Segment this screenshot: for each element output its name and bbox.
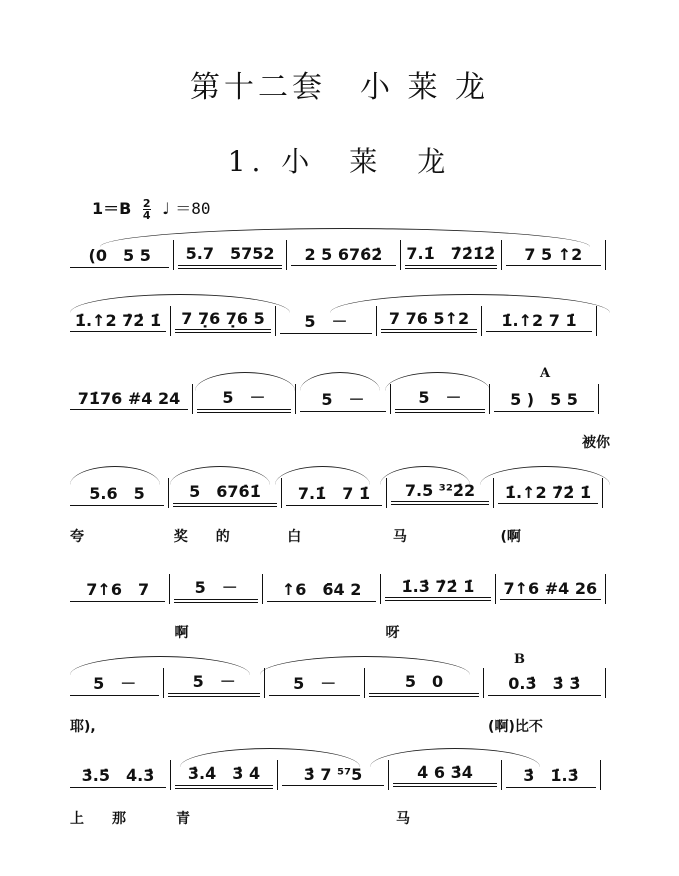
measure: 5 － <box>300 387 386 412</box>
lyric-text <box>510 808 610 828</box>
measure-line <box>70 240 610 270</box>
measure: 5 0 <box>369 669 478 697</box>
barline <box>598 384 599 414</box>
barline <box>264 668 265 698</box>
lyric-text <box>198 432 302 452</box>
barline <box>495 574 496 604</box>
barline <box>501 760 502 790</box>
measure-line <box>70 574 610 604</box>
barline <box>386 478 387 508</box>
measure: 7 7̣6 7̣6 5 <box>175 309 271 333</box>
time-numerator: 2 <box>142 197 151 210</box>
tempo-value: ＝80 <box>175 199 211 218</box>
barline <box>376 306 377 336</box>
measure-line <box>70 384 610 414</box>
lyrics-line <box>70 526 610 546</box>
barline <box>390 384 391 414</box>
measure: 1̇.↑2 7̇2̇ 1̇ <box>70 311 166 332</box>
staff-row <box>70 232 610 302</box>
barline <box>275 306 276 336</box>
lyric-text: 上 那 <box>70 811 126 827</box>
barline <box>277 760 278 790</box>
measure: 5 676̇1̇ <box>173 479 277 507</box>
barline <box>163 668 164 698</box>
barline <box>600 760 601 790</box>
measure: ↑6 6̄4 2 <box>267 577 376 602</box>
measure: 0.3̇ 3̇ 3̇ <box>488 671 601 696</box>
measure: 5.7 5752 <box>178 241 281 269</box>
barline <box>605 240 606 270</box>
lyric-text: 夸 <box>70 529 84 545</box>
barline <box>489 384 490 414</box>
measure: 2 5 676̇2̇ <box>291 245 396 266</box>
staff-row <box>70 298 610 368</box>
measure-line <box>70 760 610 790</box>
lyric-text: 马 <box>395 811 410 827</box>
barline <box>483 668 484 698</box>
lyric-text: (啊)比不 <box>488 719 543 735</box>
measure-line <box>70 306 610 336</box>
measure: 4̇ 6 3̇4̇ <box>393 763 497 787</box>
lyrics-line <box>70 808 610 828</box>
measure: 1̇.↑2 7̇2̇ 1̇ <box>498 483 598 504</box>
lyrics-line <box>70 622 610 642</box>
lyric-text: 呀 <box>385 625 400 641</box>
measure: (0 5 5 <box>70 243 169 268</box>
barline <box>400 240 401 270</box>
barline <box>596 306 597 336</box>
lyric-text: 青 <box>176 811 191 827</box>
barline <box>281 478 282 508</box>
lyric-text <box>500 622 610 642</box>
lyric-text <box>269 716 370 736</box>
lyric-text: 被你 <box>582 435 610 451</box>
lyrics-line <box>70 432 610 452</box>
lyric-text: 耶), <box>70 719 96 735</box>
measure: 7 76 5↑2 <box>381 309 477 333</box>
measure: 7↑6 #4 26 <box>500 579 601 600</box>
lyric-text: 奖 的 <box>173 529 230 545</box>
barline <box>501 240 502 270</box>
barline <box>262 574 263 604</box>
staff-row <box>70 752 610 827</box>
barline <box>169 574 170 604</box>
lyric-text: (啊 <box>500 529 521 545</box>
staff-row <box>70 660 610 735</box>
barline <box>605 574 606 604</box>
barline <box>286 240 287 270</box>
measure: 5 － <box>168 669 259 697</box>
measure: 7.1̇ 7̇2̇1̇2̇ <box>405 241 496 269</box>
measure: 3̇ 1̇.3̇ <box>506 763 596 788</box>
barline <box>173 240 174 270</box>
measure: 1̇.↑2 7 1̇ <box>486 311 592 332</box>
measure: 5 － <box>269 671 360 696</box>
lyric-text <box>70 622 175 642</box>
measure: 7↑6 7 <box>70 577 165 602</box>
lyric-text <box>284 808 396 828</box>
section-mark-a: A <box>540 366 551 381</box>
lyric-text <box>70 432 198 452</box>
barline <box>364 668 365 698</box>
measure-line <box>70 668 610 698</box>
barline <box>605 668 606 698</box>
key-label: 1＝B <box>92 199 132 218</box>
measure: 7.1̇ 7 1̇ <box>286 481 382 506</box>
song-title: 1. 小 莱 龙 <box>227 145 452 178</box>
barline <box>168 478 169 508</box>
barline <box>380 574 381 604</box>
barline <box>170 306 171 336</box>
staff-row <box>70 470 610 545</box>
measure-line <box>70 478 610 508</box>
lyric-text <box>303 432 400 452</box>
measure: 3̇.4̇ 3̇ 4̇ <box>175 761 273 789</box>
staff-row <box>70 376 610 451</box>
section-mark-b: B <box>514 652 525 667</box>
lyric-text <box>169 716 270 736</box>
lyric-text <box>370 716 488 736</box>
barline <box>192 384 193 414</box>
lyric-text: 啊 <box>174 625 189 641</box>
time-signature <box>143 198 151 221</box>
measure: 5 － <box>197 385 291 413</box>
page-title: 第十二套 小 莱 龙 <box>189 70 490 105</box>
measure: 5 ) 5 5 <box>494 387 594 412</box>
lyrics-line <box>70 716 610 736</box>
measure: 7.5 ³²2̇2 <box>391 481 489 505</box>
measure: 5 － <box>174 575 258 603</box>
measure: 1̇.3̇ 7̇2̇ 1̇ <box>385 577 490 601</box>
measure: 5.6 5 <box>70 481 164 506</box>
measure: 5 － <box>70 671 159 696</box>
lyric-text: 马 <box>392 529 407 545</box>
time-denominator: 4 <box>142 209 151 222</box>
key-signature <box>92 196 211 221</box>
measure: 5 － <box>395 385 485 413</box>
barline <box>388 760 389 790</box>
barline <box>481 306 482 336</box>
measure: 7 5 ↑2 <box>506 245 601 266</box>
barline <box>295 384 296 414</box>
barline <box>602 478 603 508</box>
measure: 71̇76 #4 24 <box>70 389 188 410</box>
barline <box>493 478 494 508</box>
barline <box>170 760 171 790</box>
lyric-text: 白 <box>287 529 302 545</box>
lyric-text <box>399 432 500 452</box>
measure: 3̇ 7 ⁵⁷5 <box>282 765 384 786</box>
staff-row <box>70 566 610 641</box>
measure: 3̇.5̇ 4̇.3̇ <box>70 763 166 788</box>
measure: 5 － <box>280 309 372 334</box>
quarter-note-icon: ♩ <box>162 199 170 218</box>
lyric-text <box>267 622 385 642</box>
